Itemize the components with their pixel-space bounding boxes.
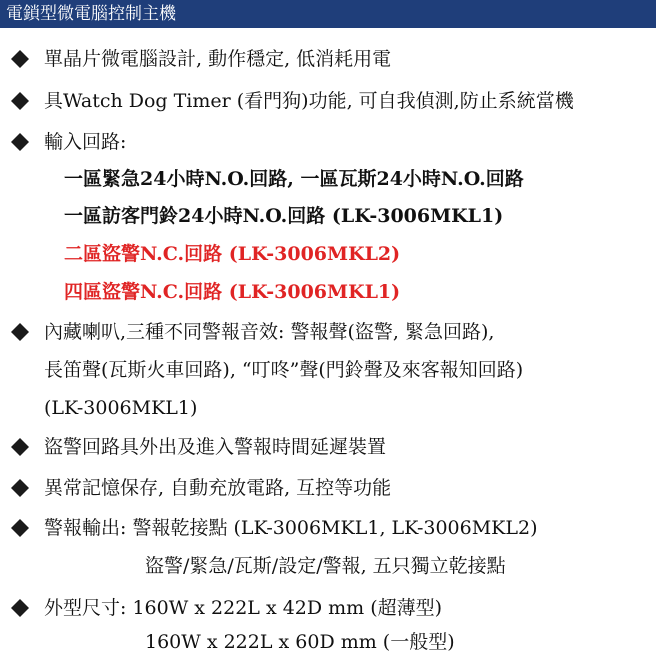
diamond-bullet-icon [10,132,30,152]
alarm-output-text-2: 盜警/緊急/瓦斯/設定/警報, 五只獨立乾接點 [145,555,506,577]
diamond-bullet-icon [10,91,30,111]
feature-text-dimensions: 外型尺寸: 160W x 222L x 42D mm (超薄型) [44,597,443,619]
feature-text-delay: 盜警回路具外出及進入警報時間延遲裝置 [44,436,387,458]
input-circuit-text-2: 一區訪客門鈴24小時N.O.回路 (LK-3006MKL1) [64,205,504,227]
dimensions-text-2: 160W x 222L x 60D mm (一般型) [145,631,455,653]
page-title-bar [0,0,656,28]
feature-text-speaker: 內藏喇叭,三種不同警報音效: 警報聲(盜警, 緊急回路), [44,321,495,343]
feature-text-input-circuit: 輸入回路: [44,131,127,153]
input-circuit-text-1: 一區緊急24小時N.O.回路, 一區瓦斯24小時N.O.回路 [64,168,524,190]
diamond-bullet-icon [10,518,30,538]
speaker-text-2: 長笛聲(瓦斯火車回路), “叮咚”聲(門鈴聲及來客報知回路) [44,359,524,381]
diamond-bullet-icon [10,437,30,457]
diamond-bullet-icon [10,598,30,618]
diamond-bullet-icon [10,478,30,498]
diamond-bullet-icon [10,322,30,342]
feature-text-memory: 異常記憶保存, 自動充放電路, 互控等功能 [44,477,392,499]
speaker-text-3: (LK-3006MKL1) [44,397,198,419]
feature-text-alarm-output: 警報輸出: 警報乾接點 (LK-3006MKL1, LK-3006MKL2) [44,517,538,539]
input-circuit-text-3: 二區盜警N.C.回路 (LK-3006MKL2) [64,243,401,265]
page-title: 電鎖型微電腦控制主機 [6,4,176,24]
input-circuit-text-4: 四區盜警N.C.回路 (LK-3006MKL1) [64,281,401,303]
diamond-bullet-icon [10,49,30,69]
feature-text-mcu: 單晶片微電腦設計, 動作穩定, 低消耗用電 [44,48,392,70]
feature-text-watchdog: 具Watch Dog Timer (看門狗)功能, 可自我偵測,防止系統當機 [44,90,574,112]
